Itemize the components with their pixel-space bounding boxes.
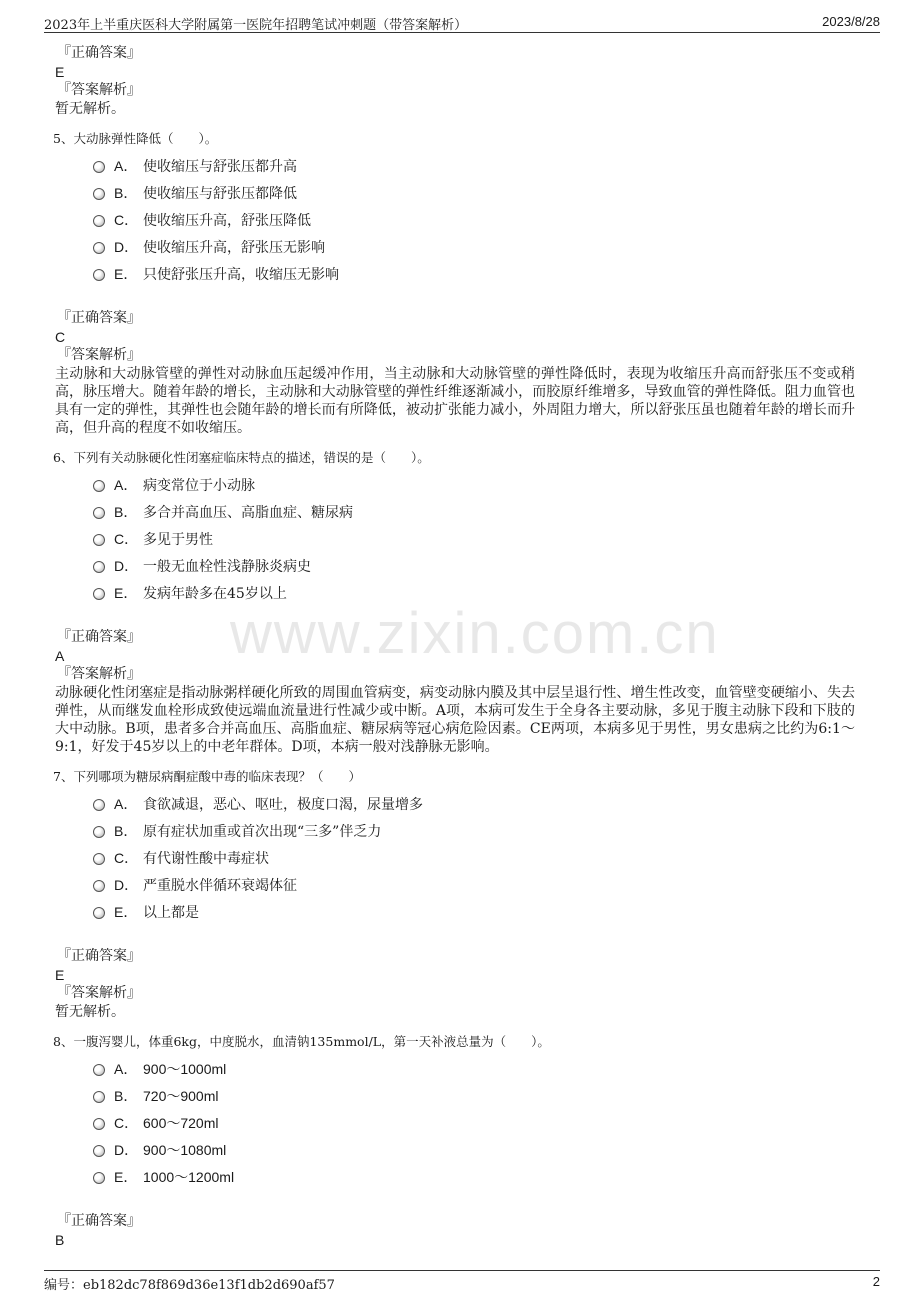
option-text: 只使舒张压升高，收缩压无影响 bbox=[143, 267, 339, 283]
answer-label: 『正确答案』 bbox=[57, 45, 141, 61]
question-stem: 5、大动脉弹性降低（ ）。 bbox=[53, 131, 218, 146]
option-text: 使收缩压升高，舒张压降低 bbox=[143, 213, 311, 229]
radio-icon[interactable] bbox=[93, 1064, 105, 1076]
explanation-text: 主动脉和大动脉管壁的弹性对动脉血压起缓冲作用，当主动脉和大动脉管壁的弹性降低时，表现为收缩压升高而舒张压不变或稍高，脉压增大。随着年龄的增长，主动脉和大动脉管壁的弹性纤维逐渐减小，而胶原纤维增多，导致血管的弹性降低。阻力血管也具有一定的弹性，其弹性也会随年龄的增长而有所降低，被动扩张能力减小，外周阻力增大，所以舒张压虽也随着年龄的增长而升高，但升高的程度不如收缩压。 bbox=[55, 366, 855, 436]
explanation-label: 『答案解析』 bbox=[57, 985, 141, 1001]
answer-label: 『正确答案』 bbox=[57, 948, 141, 964]
radio-icon[interactable] bbox=[93, 907, 105, 919]
radio-icon[interactable] bbox=[93, 1118, 105, 1130]
option-a[interactable] bbox=[55, 473, 855, 500]
option-text: 900～1080ml bbox=[143, 1142, 227, 1158]
option-a[interactable] bbox=[55, 1057, 855, 1084]
option-text: 使收缩压与舒张压都降低 bbox=[143, 186, 297, 202]
radio-icon[interactable] bbox=[93, 799, 105, 811]
answer-value: E bbox=[55, 967, 65, 983]
question-stem: 7、下列哪项为糖尿病酮症酸中毒的临床表现？（ ） bbox=[53, 769, 361, 784]
option-text: 有代谢性酸中毒症状 bbox=[143, 851, 269, 867]
explanation-text: 暂无解析。 bbox=[55, 1004, 125, 1020]
option-e[interactable] bbox=[55, 900, 855, 927]
question-stem: 8、一腹泻婴儿，体重6kg，中度脱水，血清钠135mmol/L，第一天补液总量为（ ）。 bbox=[53, 1034, 550, 1049]
option-text: 食欲减退，恶心、呕吐，极度口渴，尿量增多 bbox=[143, 797, 423, 813]
option-letter: E． bbox=[114, 904, 138, 920]
radio-icon[interactable] bbox=[93, 269, 105, 281]
page-number: 2 bbox=[872, 1274, 880, 1289]
explanation-text: 动脉硬化性闭塞症是指动脉粥样硬化所致的周围血管病变，病变动脉内膜及其中层呈退行性、增生性改变，血管壁变硬缩小、失去弹性，从而继发血栓形成致使远端血流量进行性减少或中断。A项，本病可发生于全身各主要动脉，多见于腹主动脉下段和下肢的大中动脉。B项，患者多合并高血压、高脂血症、糖尿病等冠心病危险因素。CE两项，本病多见于男性，男女患病之比约为6:1～9:1，好发于45岁以上的中老年群体。D项，本病一般对浅静脉无影响。 bbox=[55, 685, 855, 755]
option-d[interactable] bbox=[55, 554, 855, 581]
option-text: 多见于男性 bbox=[143, 532, 213, 548]
explanation-label: 『答案解析』 bbox=[57, 666, 141, 682]
option-letter: A． bbox=[114, 1061, 138, 1077]
answer-label: 『正确答案』 bbox=[57, 629, 141, 645]
option-c[interactable] bbox=[55, 527, 855, 554]
option-b[interactable] bbox=[55, 1084, 855, 1111]
option-letter: A． bbox=[114, 158, 138, 174]
option-b[interactable] bbox=[55, 819, 855, 846]
option-list bbox=[55, 792, 855, 927]
option-letter: A． bbox=[114, 477, 138, 493]
explanation-label: 『答案解析』 bbox=[57, 82, 141, 98]
option-text: 900～1000ml bbox=[143, 1061, 227, 1077]
radio-icon[interactable] bbox=[93, 561, 105, 573]
radio-icon[interactable] bbox=[93, 1145, 105, 1157]
radio-icon[interactable] bbox=[93, 588, 105, 600]
answer-value: E bbox=[55, 64, 65, 80]
document-code: 编号：eb182dc78f869d36e13f1db2d690af57 bbox=[44, 1278, 335, 1293]
option-text: 使收缩压与舒张压都升高 bbox=[143, 159, 297, 175]
radio-icon[interactable] bbox=[93, 188, 105, 200]
question-stem: 6、下列有关动脉硬化性闭塞症临床特点的描述，错误的是（ ）。 bbox=[53, 450, 430, 465]
option-text: 病变常位于小动脉 bbox=[143, 478, 255, 494]
answer-value: B bbox=[55, 1232, 65, 1248]
radio-icon[interactable] bbox=[93, 480, 105, 492]
option-e[interactable] bbox=[55, 1165, 855, 1192]
option-d[interactable] bbox=[55, 1138, 855, 1165]
answer-label: 『正确答案』 bbox=[57, 310, 141, 326]
radio-icon[interactable] bbox=[93, 853, 105, 865]
document-body bbox=[55, 44, 855, 1249]
option-letter: D． bbox=[114, 558, 139, 574]
option-text: 严重脱水伴循环衰竭体征 bbox=[143, 878, 297, 894]
option-list bbox=[55, 154, 855, 289]
option-list bbox=[55, 473, 855, 608]
radio-icon[interactable] bbox=[93, 161, 105, 173]
option-a[interactable] bbox=[55, 154, 855, 181]
answer-label: 『正确答案』 bbox=[57, 1213, 141, 1229]
option-letter: B． bbox=[114, 185, 138, 201]
option-b[interactable] bbox=[55, 181, 855, 208]
page-header bbox=[44, 12, 880, 33]
page-footer bbox=[44, 1270, 880, 1291]
option-letter: B． bbox=[114, 504, 138, 520]
answer-value: A bbox=[55, 648, 65, 664]
radio-icon[interactable] bbox=[93, 215, 105, 227]
option-text: 720～900ml bbox=[143, 1088, 219, 1104]
option-text: 1000～1200ml bbox=[143, 1169, 235, 1185]
radio-icon[interactable] bbox=[93, 534, 105, 546]
option-text: 原有症状加重或首次出现“三多”伴乏力 bbox=[143, 824, 382, 840]
option-text: 多合并高血压、高脂血症、糖尿病 bbox=[143, 505, 353, 521]
option-c[interactable] bbox=[55, 1111, 855, 1138]
option-text: 一般无血栓性浅静脉炎病史 bbox=[143, 559, 311, 575]
option-e[interactable] bbox=[55, 581, 855, 608]
option-letter: D． bbox=[114, 877, 139, 893]
option-text: 发病年龄多在45岁以上 bbox=[143, 586, 287, 602]
option-letter: E． bbox=[114, 585, 138, 601]
radio-icon[interactable] bbox=[93, 1091, 105, 1103]
option-letter: C． bbox=[114, 850, 139, 866]
radio-icon[interactable] bbox=[93, 826, 105, 838]
option-text: 600～720ml bbox=[143, 1115, 219, 1131]
radio-icon[interactable] bbox=[93, 880, 105, 892]
option-c[interactable] bbox=[55, 208, 855, 235]
answer-value: C bbox=[55, 329, 66, 345]
document-title: 2023年上半重庆医科大学附属第一医院年招聘笔试冲刺题（带答案解析） bbox=[44, 18, 468, 33]
option-text: 以上都是 bbox=[143, 905, 199, 921]
option-letter: A． bbox=[114, 796, 138, 812]
option-letter: E． bbox=[114, 266, 138, 282]
option-d[interactable] bbox=[55, 873, 855, 900]
watermark: www.zixin.com.cn bbox=[230, 601, 720, 666]
option-b[interactable] bbox=[55, 500, 855, 527]
option-letter: E． bbox=[114, 1169, 138, 1185]
option-letter: C． bbox=[114, 1115, 139, 1131]
radio-icon[interactable] bbox=[93, 242, 105, 254]
radio-icon[interactable] bbox=[93, 1172, 105, 1184]
radio-icon[interactable] bbox=[93, 507, 105, 519]
header-date: 2023/8/28 bbox=[822, 14, 880, 29]
option-list bbox=[55, 1057, 855, 1192]
option-letter: B． bbox=[114, 823, 138, 839]
option-letter: B． bbox=[114, 1088, 138, 1104]
option-letter: D． bbox=[114, 239, 139, 255]
option-e[interactable] bbox=[55, 262, 855, 289]
option-c[interactable] bbox=[55, 846, 855, 873]
explanation-text: 暂无解析。 bbox=[55, 101, 125, 117]
option-letter: C． bbox=[114, 531, 139, 547]
explanation-label: 『答案解析』 bbox=[57, 347, 141, 363]
option-letter: D． bbox=[114, 1142, 139, 1158]
option-text: 使收缩压升高，舒张压无影响 bbox=[143, 240, 325, 256]
option-d[interactable] bbox=[55, 235, 855, 262]
option-a[interactable] bbox=[55, 792, 855, 819]
option-letter: C． bbox=[114, 212, 139, 228]
